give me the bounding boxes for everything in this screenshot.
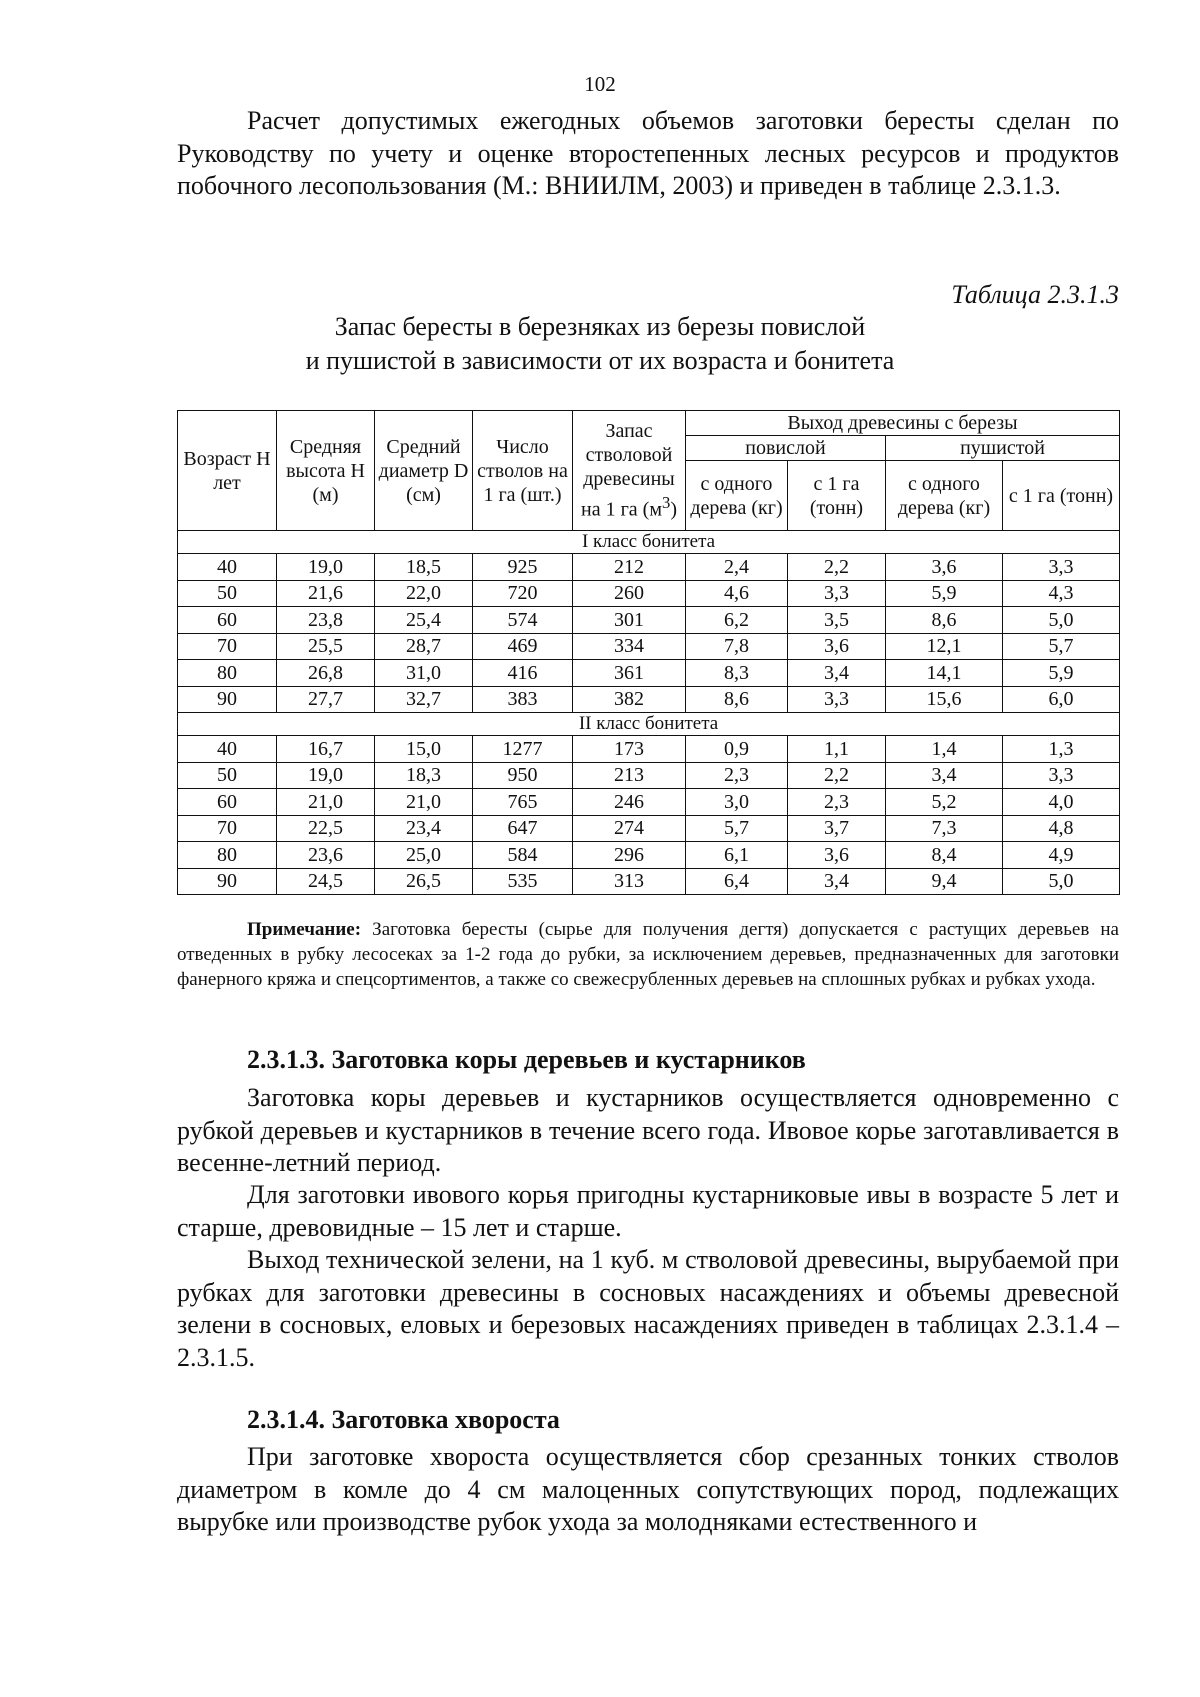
cell: 925 <box>473 554 573 581</box>
cell: 5,7 <box>686 815 788 842</box>
cell: 0,9 <box>686 736 788 763</box>
header-diameter: Средний диаметр D (см) <box>375 411 473 531</box>
cell: 4,8 <box>1003 815 1120 842</box>
cell: 3,5 <box>788 607 886 634</box>
cell: 2,3 <box>788 789 886 816</box>
cell: 1277 <box>473 736 573 763</box>
cell: 25,5 <box>277 633 375 660</box>
cell: 21,0 <box>375 789 473 816</box>
cell: 765 <box>473 789 573 816</box>
cell: 260 <box>573 580 686 607</box>
table-row <box>178 633 1120 660</box>
cell: 296 <box>573 842 686 869</box>
cell: 720 <box>473 580 573 607</box>
cell: 574 <box>473 607 573 634</box>
cell: 90 <box>178 686 277 713</box>
cell: 469 <box>473 633 573 660</box>
cell: 5,9 <box>886 580 1003 607</box>
cell: 70 <box>178 633 277 660</box>
header-trunks: Число стволов на 1 га (шт.) <box>473 411 573 531</box>
header-height: Средняя высота Н (м) <box>277 411 375 531</box>
table-row <box>178 736 1120 763</box>
cell: 15,0 <box>375 736 473 763</box>
cell: 19,0 <box>277 762 375 789</box>
table-row <box>178 815 1120 842</box>
bark-paragraph-3: Выход технической зелени, на 1 куб. м стволовой древесины, вырубаемой при рубках для заготовки древесины в сосновых насаждениях и объемы древесной зелени в сосновых, еловых и березовых насаждениях приведен в таблицах 2.3.1.4 – 2.3.1.5. <box>177 1245 1119 1372</box>
cell: 23,4 <box>375 815 473 842</box>
page-number: 102 <box>584 72 616 96</box>
cell: 8,4 <box>886 842 1003 869</box>
cell: 3,3 <box>1003 554 1120 581</box>
cell: 4,3 <box>1003 580 1120 607</box>
cell: 23,6 <box>277 842 375 869</box>
cell: 950 <box>473 762 573 789</box>
header-pubescens: пушистой <box>886 436 1120 461</box>
cell: 301 <box>573 607 686 634</box>
cell: 4,9 <box>1003 842 1120 869</box>
bark-stock-table <box>177 410 1120 895</box>
table-row <box>178 660 1120 687</box>
cell: 50 <box>178 762 277 789</box>
cell: 382 <box>573 686 686 713</box>
cell: 4,6 <box>686 580 788 607</box>
cell: 3,4 <box>788 660 886 687</box>
header-stock-end: ) <box>670 498 677 521</box>
cell: 313 <box>573 868 686 895</box>
cell: 5,2 <box>886 789 1003 816</box>
cell: 8,6 <box>686 686 788 713</box>
cell: 361 <box>573 660 686 687</box>
heading-bark: 2.3.1.3. Заготовка коры деревьев и кустарников <box>247 1045 806 1074</box>
bark-paragraph-2: Для заготовки ивового корья пригодны кустарниковые ивы в возрасте 5 лет и старше, древовидные – 15 лет и старше. <box>177 1180 1119 1242</box>
header-stock-text: Запас стволовой древесины на 1 га (м <box>581 420 675 521</box>
cell: 3,7 <box>788 815 886 842</box>
cell: 7,8 <box>686 633 788 660</box>
header-pendula: повислой <box>686 436 886 461</box>
cell: 6,1 <box>686 842 788 869</box>
cell: 173 <box>573 736 686 763</box>
cell: 3,0 <box>686 789 788 816</box>
table-row <box>178 554 1120 581</box>
cell: 3,3 <box>1003 762 1120 789</box>
cell: 25,4 <box>375 607 473 634</box>
cell: 2,3 <box>686 762 788 789</box>
table-title-line-2: и пушистой в зависимости от их возраста и бонитета <box>305 346 895 375</box>
table-row <box>178 762 1120 789</box>
cell: 383 <box>473 686 573 713</box>
table-row <box>178 868 1120 895</box>
table-note <box>177 917 1119 992</box>
brushwood-paragraph-1: При заготовке хвороста осуществляется сбор срезанных тонких стволов диаметром в комле до 4 см малоценных сопутствующих пород, подлежащих вырубке или производстве рубок ухода за молодняками естественного и <box>177 1442 1119 1536</box>
cell: 8,6 <box>886 607 1003 634</box>
cell: 22,0 <box>375 580 473 607</box>
table-row <box>178 580 1120 607</box>
cell: 6,0 <box>1003 686 1120 713</box>
header-stock-sup: 3 <box>661 493 671 513</box>
cell: 21,0 <box>277 789 375 816</box>
cell: 416 <box>473 660 573 687</box>
table-body <box>178 531 1120 895</box>
cell: 60 <box>178 789 277 816</box>
cell: 21,6 <box>277 580 375 607</box>
cell: 80 <box>178 842 277 869</box>
cell: 6,4 <box>686 868 788 895</box>
header-output: Выход древесины с березы <box>686 411 1120 436</box>
cell: 8,3 <box>686 660 788 687</box>
cell: 27,7 <box>277 686 375 713</box>
class-1-label: I класс бонитета <box>178 531 1120 554</box>
cell: 40 <box>178 736 277 763</box>
cell: 584 <box>473 842 573 869</box>
table-row <box>178 607 1120 634</box>
header-pubescens-per-tree: с одного дерева (кг) <box>886 461 1003 531</box>
table-row <box>178 686 1120 713</box>
header-pendula-per-ha: с 1 га (тонн) <box>788 461 886 531</box>
cell: 3,4 <box>886 762 1003 789</box>
cell: 213 <box>573 762 686 789</box>
cell: 5,0 <box>1003 868 1120 895</box>
cell: 535 <box>473 868 573 895</box>
cell: 3,6 <box>886 554 1003 581</box>
cell: 19,0 <box>277 554 375 581</box>
cell: 5,0 <box>1003 607 1120 634</box>
cell: 18,3 <box>375 762 473 789</box>
cell: 3,4 <box>788 868 886 895</box>
cell: 15,6 <box>886 686 1003 713</box>
cell: 24,5 <box>277 868 375 895</box>
cell: 80 <box>178 660 277 687</box>
cell: 274 <box>573 815 686 842</box>
cell: 3,6 <box>788 633 886 660</box>
cell: 25,0 <box>375 842 473 869</box>
header-stock <box>573 411 686 531</box>
cell: 22,5 <box>277 815 375 842</box>
cell: 50 <box>178 580 277 607</box>
heading-brushwood: 2.3.1.4. Заготовка хвороста <box>247 1405 560 1434</box>
cell: 1,4 <box>886 736 1003 763</box>
cell: 60 <box>178 607 277 634</box>
table-title <box>0 310 1200 378</box>
cell: 23,8 <box>277 607 375 634</box>
cell: 3,6 <box>788 842 886 869</box>
header-pubescens-per-ha: с 1 га (тонн) <box>1003 461 1120 531</box>
cell: 3,3 <box>788 580 886 607</box>
bark-paragraph-1: Заготовка коры деревьев и кустарников осуществляется одновременно с рубкой деревьев и кустарников в течение всего года. Ивовое корье заготавливается в весенне-летний период. <box>177 1083 1119 1177</box>
cell: 28,7 <box>375 633 473 660</box>
cell: 40 <box>178 554 277 581</box>
cell: 12,1 <box>886 633 1003 660</box>
note-label: Примечание: <box>247 919 362 940</box>
cell: 4,0 <box>1003 789 1120 816</box>
class-2-label: II класс бонитета <box>178 713 1120 736</box>
cell: 5,9 <box>1003 660 1120 687</box>
cell: 14,1 <box>886 660 1003 687</box>
cell: 70 <box>178 815 277 842</box>
cell: 26,8 <box>277 660 375 687</box>
cell: 18,5 <box>375 554 473 581</box>
cell: 6,2 <box>686 607 788 634</box>
cell: 1,1 <box>788 736 886 763</box>
cell: 2,2 <box>788 554 886 581</box>
cell: 7,3 <box>886 815 1003 842</box>
note-text: Заготовка бересты (сырье для получения дегтя) допускается с растущих деревьев на отведенных в рубку лесосеках за 1-2 года до рубки, за исключением деревьев, предназначенных для заготовки фанерного кряжа и спецсортиментов, а также со свежесрубленных деревьев на сплошных рубках и рубках ухода. <box>177 919 1119 990</box>
cell: 9,4 <box>886 868 1003 895</box>
table-row <box>178 789 1120 816</box>
cell: 3,3 <box>788 686 886 713</box>
cell: 334 <box>573 633 686 660</box>
cell: 212 <box>573 554 686 581</box>
table-title-line-1: Запас бересты в березняках из березы повислой <box>334 312 866 341</box>
cell: 16,7 <box>277 736 375 763</box>
cell: 5,7 <box>1003 633 1120 660</box>
cell: 32,7 <box>375 686 473 713</box>
cell: 2,2 <box>788 762 886 789</box>
cell: 26,5 <box>375 868 473 895</box>
cell: 2,4 <box>686 554 788 581</box>
cell: 31,0 <box>375 660 473 687</box>
intro-paragraph: Расчет допустимых ежегодных объемов заготовки бересты сделан по Руководству по учету и оценке второстепенных лесных ресурсов и продуктов побочного лесопользования (М.: ВНИИЛМ, 2003) и приведен в таблице 2.3.1.3. <box>177 106 1119 200</box>
cell: 90 <box>178 868 277 895</box>
cell: 647 <box>473 815 573 842</box>
header-pendula-per-tree: с одного дерева (кг) <box>686 461 788 531</box>
header-age: Возраст Н лет <box>178 411 277 531</box>
cell: 1,3 <box>1003 736 1120 763</box>
table-row <box>178 842 1120 869</box>
table-caption: Таблица 2.3.1.3 <box>951 280 1119 309</box>
cell: 246 <box>573 789 686 816</box>
